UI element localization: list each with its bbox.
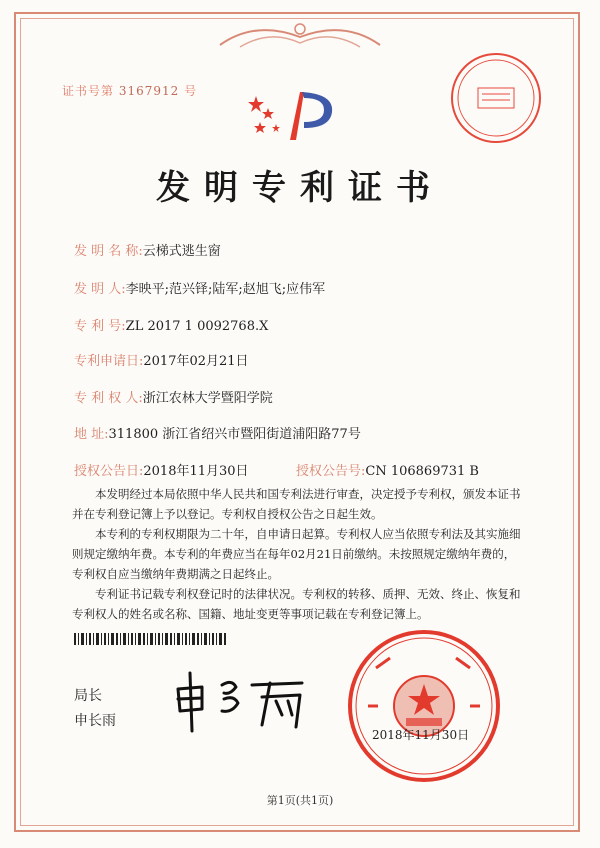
seal-date: 2018年11月30日 <box>372 728 470 742</box>
page-number: 第1页(共1页) <box>266 794 334 807</box>
barcode-icon <box>74 633 226 645</box>
cert-no-label: 证书号第 <box>62 84 115 98</box>
patent-office-logo-icon <box>238 82 348 144</box>
inventors-field <box>74 278 325 297</box>
top-right-stamp-icon <box>448 50 544 146</box>
grant-number-label: 授权公告号: <box>296 464 366 479</box>
patentee-field <box>74 387 273 406</box>
invention-name-label: 发 明 名 称: <box>74 244 143 259</box>
certificate-body <box>72 484 524 624</box>
certificate-title: 发明专利证书 <box>156 168 444 208</box>
grant-date-field <box>74 460 249 479</box>
certificate-number <box>62 82 197 99</box>
invention-name-field <box>74 240 221 259</box>
address-label: 地 址: <box>74 427 109 442</box>
signatory-role: 局长 <box>74 688 102 704</box>
cert-no-value: 3167912 <box>118 84 180 98</box>
filing-date-value: 2017年02月21日 <box>143 354 249 369</box>
patentee-value: 浙江农林大学暨阳学院 <box>142 391 273 406</box>
inventors-label: 发 明 人: <box>74 282 126 297</box>
body-paragraph-1: 本发明经过本局依照中华人民共和国专利法进行审查，决定授予专利权，颁发本证书并在专利登记簿上予以登记。专利权自授权公告之日起生效。 <box>72 487 521 521</box>
filing-date-label: 专利申请日: <box>74 354 144 369</box>
invention-name-value: 云梯式逃生窗 <box>142 244 221 259</box>
patentee-label: 专 利 权 人: <box>74 391 143 406</box>
grant-number-value: CN 106869731 B <box>365 464 479 479</box>
address-value: 311800 浙江省绍兴市暨阳街道浦阳路77号 <box>108 427 361 442</box>
patent-number-field <box>74 315 268 334</box>
grant-number-field <box>296 460 479 479</box>
body-paragraph-3: 专利证书记载专利权登记时的法律状况。专利权的转移、质押、无效、终止、恢复和专利权人的姓名或名称、国籍、地址变更等事项记载在专利登记簿上。 <box>72 587 521 621</box>
grant-date-value: 2018年11月30日 <box>143 464 249 479</box>
body-paragraph-2: 本专利的专利权期限为二十年，自申请日起算。专利权人应当依照专利法及其实施细则规定缴纳年费。本专利的年费应当在每年02月21日前缴纳。未按照规定缴纳年费的，专利权自应当缴纳年费期满之日起终止。 <box>72 527 521 581</box>
handwritten-signature-icon <box>172 665 312 735</box>
grant-date-label: 授权公告日: <box>74 464 144 479</box>
patent-number-value: ZL 2017 1 0092768.X <box>125 319 269 334</box>
address-field <box>74 423 361 442</box>
top-ornament-icon <box>210 15 390 55</box>
inventors-value: 李映平;范兴铎;陆军;赵旭飞;应伟军 <box>125 282 326 297</box>
national-ip-office-seal-icon <box>346 628 502 784</box>
cert-no-suffix: 号 <box>184 84 198 98</box>
filing-date-field <box>74 350 249 369</box>
signatory-name: 申长雨 <box>74 713 116 729</box>
patent-number-label: 专 利 号: <box>74 319 126 334</box>
